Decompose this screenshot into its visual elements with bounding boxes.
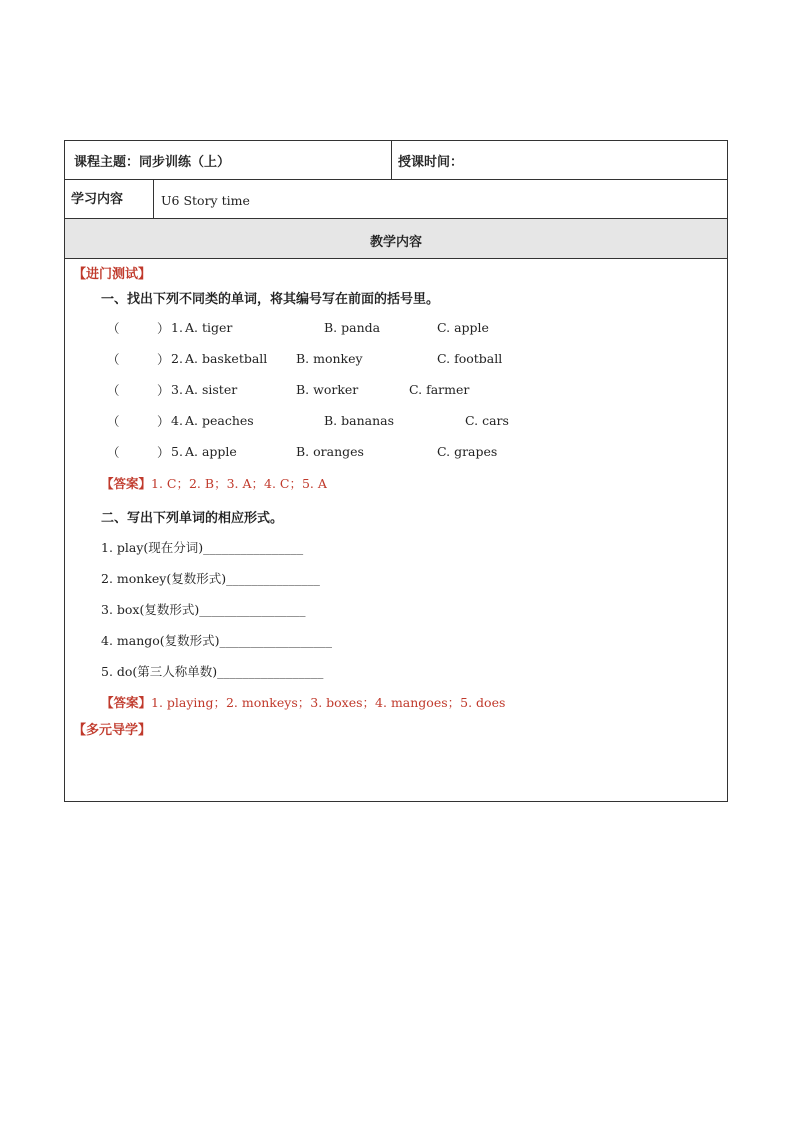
topic-label: 课程主题：同步训练（上） xyxy=(74,155,231,170)
answer-bracket-open: （ xyxy=(107,414,120,429)
word-form-item: 2. monkey(复数形式)_______________ xyxy=(101,571,320,586)
header-divider xyxy=(391,141,392,179)
answer-bracket-close: ） xyxy=(157,414,170,429)
answer-bracket-open: （ xyxy=(107,383,120,398)
part2-answer xyxy=(101,693,505,711)
answer-bracket-open: （ xyxy=(107,445,120,460)
answer-bracket-open: （ xyxy=(107,321,120,336)
guide-title: 【多元导学】 xyxy=(73,723,152,738)
answer-tag: 【答案】 xyxy=(101,695,152,710)
content-row xyxy=(65,180,727,219)
option-b: B. worker xyxy=(296,382,359,397)
content-divider xyxy=(153,180,154,218)
option-b: B. bananas xyxy=(324,413,395,428)
time-label: 授课时间： xyxy=(398,155,464,170)
header-row xyxy=(65,141,727,180)
entry-test-title: 【进门测试】 xyxy=(73,267,152,282)
answer-bracket-close: ） xyxy=(157,445,170,460)
answer-text: 1. playing；2. monkeys；3. boxes；4. mangoes；5. does xyxy=(151,695,506,710)
option-b: B. panda xyxy=(324,320,381,335)
option-a: A. peaches xyxy=(185,413,254,428)
question-number: 5. xyxy=(171,444,183,459)
option-c: C. cars xyxy=(465,413,509,428)
option-b: B. oranges xyxy=(296,444,364,459)
teaching-heading-row xyxy=(65,219,727,259)
content-value: U6 Story time xyxy=(161,193,250,208)
option-b: B. monkey xyxy=(296,351,363,366)
option-a: A. sister xyxy=(185,382,238,397)
word-form-item: 5. do(第三人称单数)_________________ xyxy=(101,664,324,679)
content-label: 学习内容 xyxy=(71,192,124,207)
option-c: C. grapes xyxy=(437,444,498,459)
answer-bracket-close: ） xyxy=(157,352,170,367)
answer-tag: 【答案】 xyxy=(101,476,152,491)
answer-bracket-open: （ xyxy=(107,352,120,367)
lesson-sheet xyxy=(64,140,728,802)
teaching-heading: 教学内容 xyxy=(369,235,422,250)
option-a: A. basketball xyxy=(185,351,268,366)
word-form-item: 3. box(复数形式)_________________ xyxy=(101,602,306,617)
part2-title: 二、写出下列单词的相应形式。 xyxy=(101,511,284,526)
answer-bracket-close: ） xyxy=(157,321,170,336)
answer-bracket-close: ） xyxy=(157,383,170,398)
question-number: 1. xyxy=(171,320,183,335)
option-a: A. tiger xyxy=(185,320,233,335)
question-number: 4. xyxy=(171,413,183,428)
option-c: C. apple xyxy=(437,320,489,335)
word-form-item: 4. mango(复数形式)__________________ xyxy=(101,633,333,648)
option-c: C. farmer xyxy=(409,382,470,397)
option-a: A. apple xyxy=(185,444,237,459)
answer-text: 1. C；2. B；3. A；4. C；5. A xyxy=(151,476,327,491)
question-number: 3. xyxy=(171,382,183,397)
word-form-item: 1. play(现在分词)________________ xyxy=(101,540,304,555)
part1-title: 一、找出下列不同类的单词，将其编号写在前面的括号里。 xyxy=(101,292,440,307)
part1-answer xyxy=(101,474,327,492)
question-number: 2. xyxy=(171,351,183,366)
option-c: C. football xyxy=(437,351,503,366)
